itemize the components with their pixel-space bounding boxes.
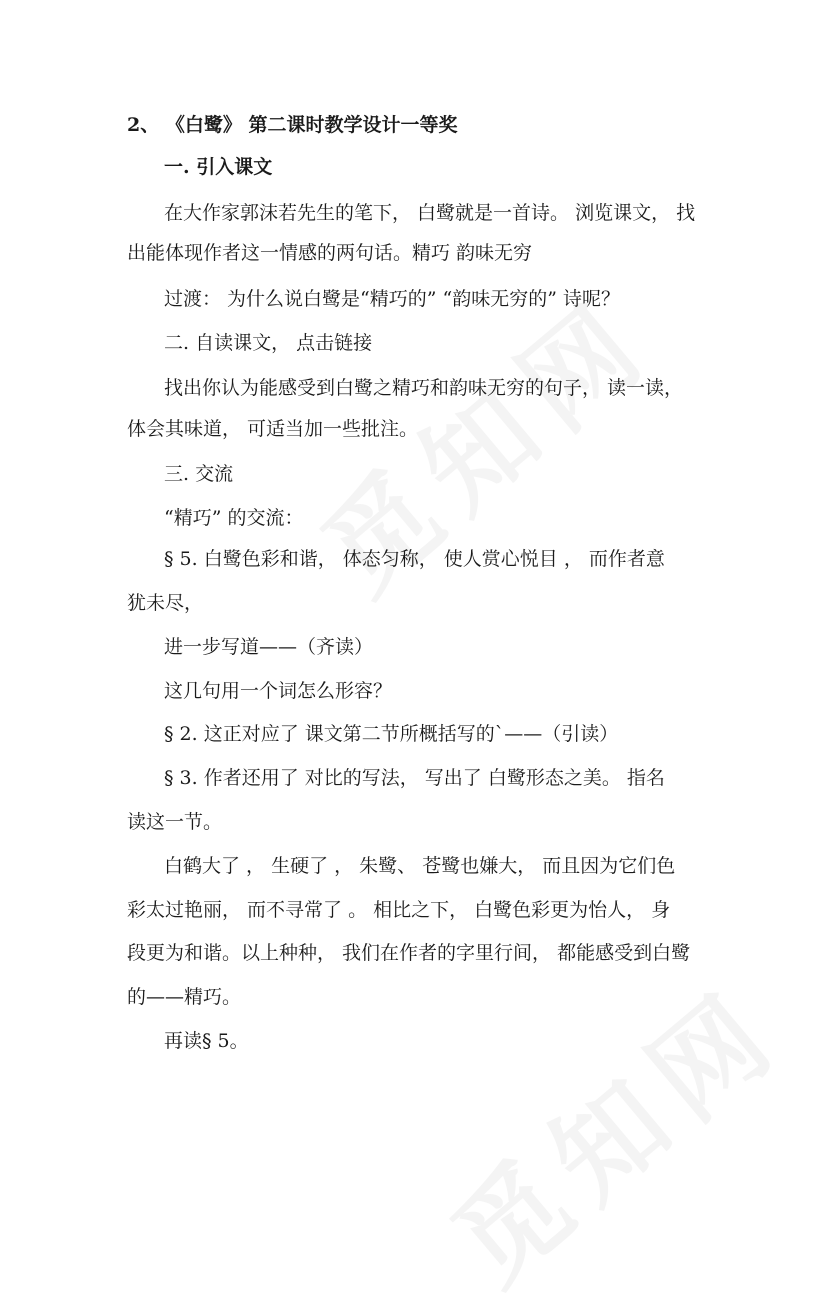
paragraph: § 2. 这正对应了 课文第二节所概括写的`——（引读） (164, 723, 619, 745)
paragraph-line: 白鹤大了 ， 生硬了 ， 朱鹭、 苍鹭也嫌大， 而且因为它们色 (164, 855, 676, 877)
section-heading-intro: 一. 引入课文 (164, 156, 273, 178)
paragraph: 再读§ 5。 (164, 1030, 249, 1052)
paragraph-line: 出能体现作者这一情感的两句话。精巧 韵味无穷 (127, 242, 533, 264)
document-title: 2、 《白鹭》 第二课时教学设计一等奖 (127, 114, 458, 136)
paragraph-line: 段更为和谐。以上种种， 我们在作者的字里行间， 都能感受到白鹭 (127, 942, 691, 964)
paragraph: 这几句用一个词怎么形容？ (164, 680, 393, 702)
paragraph: “精巧” 的交流： (164, 507, 304, 529)
paragraph-line: 找出你认为能感受到白鹭之精巧和韵味无穷的句子， 读一读， (164, 377, 684, 399)
section-heading-self-reading: 二. 自读课文， 点击链接 (164, 332, 373, 354)
paragraph-line: 在大作家郭沫若先生的笔下， 白鹭就是一首诗。 浏览课文， 找 (164, 202, 696, 224)
paragraph-line: 犹未尽， (127, 592, 204, 614)
watermark-bottom (414, 945, 810, 1313)
paragraph-line: 读这一节。 (127, 811, 223, 833)
paragraph-line: 体会其味道， 可适当加一些批注。 (127, 418, 419, 440)
paragraph-line: § 5. 白鹭色彩和谐， 体态匀称， 使人赏心悦目 ， 而作者意 (164, 548, 665, 570)
paragraph-line: 的——精巧。 (127, 986, 242, 1008)
paragraph: 进一步写道——（齐读） (164, 636, 374, 658)
paragraph: 过渡： 为什么说白鹭是“精巧的” “韵味无穷的” 诗呢？ (164, 288, 620, 310)
paragraph-line: 彩太过艳丽， 而不寻常了 。 相比之下， 白鹭色彩更为怡人， 身 (127, 899, 671, 921)
section-heading-exchange: 三. 交流 (164, 463, 234, 485)
paragraph-line: § 3. 作者还用了 对比的写法， 写出了 白鹭形态之美。 指名 (164, 767, 665, 789)
